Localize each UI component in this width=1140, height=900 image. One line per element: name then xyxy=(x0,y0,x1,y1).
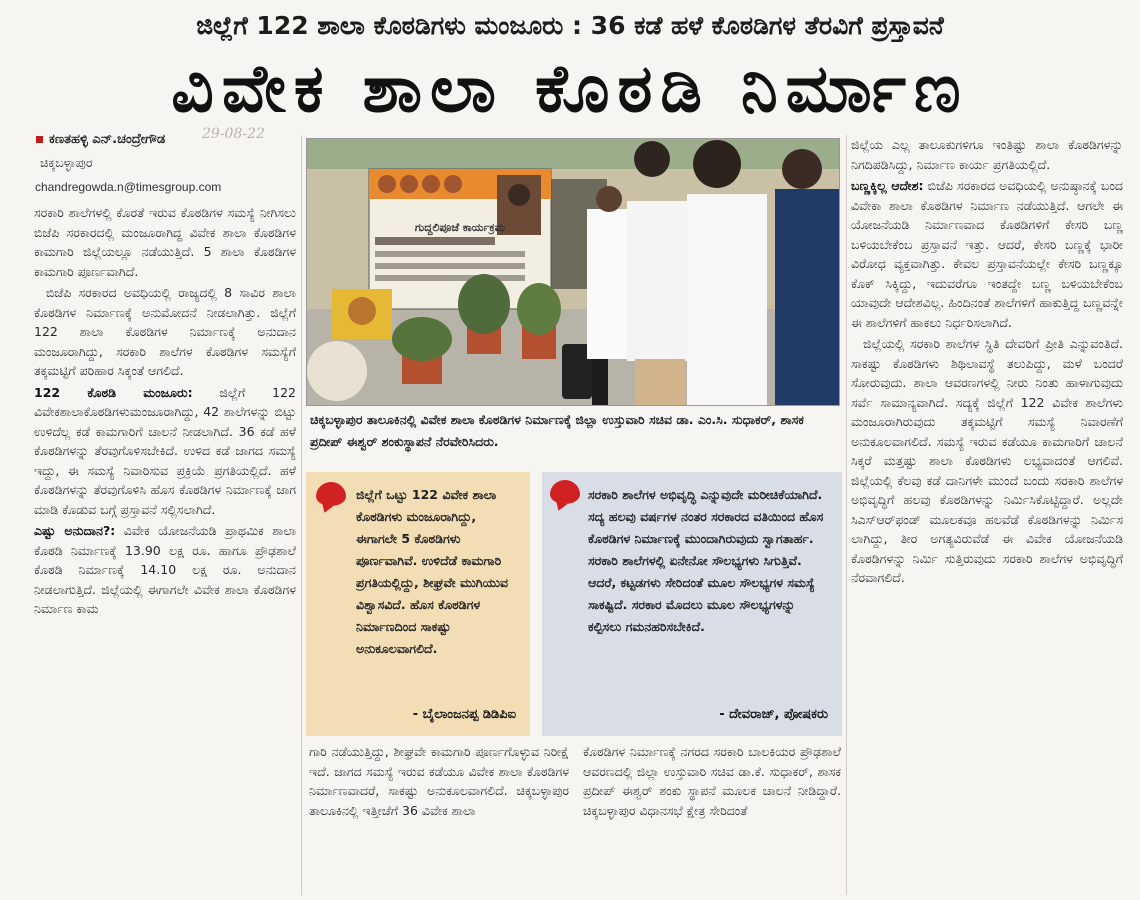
speech-bubble-icon xyxy=(316,482,346,506)
subheading: ಎಷ್ಟು ಅನುದಾನ?: xyxy=(34,523,116,538)
quote-box-parent xyxy=(542,472,842,736)
paragraph: ಸರಕಾರಿ ಶಾಲೆಗಳಲ್ಲಿ ಕೊರತೆ ಇರುವ ಕೊಠಡಿಗಳ ಸಮಸ್ಯೆ ನೀಗಿಸಲು ಬಿಜೆಪಿ ಸರಕಾರದಲ್ಲಿ ಮಂಜೂರಾಗಿದ್ದ ವಿವೇಕ ಶಾಲಾ ಕೊಠಡಿಗಳ ಕಾಮಗಾರಿ ಜಿಲ್ಲೆಯಲ್ಲೂ ನಡೆಯುತ್ತಿದೆ. 5 ಶಾಲಾ ಕೊಠಡಿಗಳ ಕಾಮಗಾರಿ ಪೂರ್ಣವಾಗಿದೆ. xyxy=(34,205,296,279)
speech-bubble-icon xyxy=(550,480,580,504)
quote-text: ಸರಕಾರಿ ಶಾಲೆಗಳ ಅಭಿವೃದ್ಧಿ ಎನ್ನುವುದೇ ಮರೀಚಿಕೆಯಾಗಿದೆ. ಸದ್ಯ ಹಲವು ವರ್ಷಗಳ ನಂತರ ಸರಕಾರದ ವತಿಯಿಂದ ಹೊಸ ಕೊಠಡಿಗಳ ನಿರ್ಮಾಣಕ್ಕೆ ಮುಂದಾಗಿರುವುದು ಸ್ವಾಗತಾರ್ಹ. ಸರಕಾರಿ ಶಾಲೆಗಳಲ್ಲಿ ಏನೇನೋ ಸೌಲಭ್ಯಗಳು ಸಿಗುತ್ತಿವೆ. ಆದರೆ, ಕಟ್ಟಡಗಳು ಸೇರಿದಂತೆ ಮೂಲ ಸೌಲಭ್ಯಗಳ ಸಮಸ್ಯೆ ಸಾಕಷ್ಟಿದೆ. ಸರಕಾರ ಮೊದಲು ಮೂಲ ಸೌಲಭ್ಯಗಳನ್ನು ಕಲ್ಪಿಸಲು ಗಮನಹರಿಸಬೇಕಿದೆ. xyxy=(588,487,824,634)
column-divider xyxy=(846,135,847,895)
main-headline: ವಿವೇಕ ಶಾಲಾ ಕೊಠಡಿ ನಿರ್ಮಾಣ xyxy=(171,50,969,127)
column-divider xyxy=(301,135,302,895)
subheading-paragraph xyxy=(34,521,296,619)
red-square-icon xyxy=(36,136,43,143)
author-name: ಕಣತಹಳ್ಳಿ ಎನ್.ಚಂದ್ರೇಗೌಡ xyxy=(49,132,166,147)
paragraph: ಜಿಲ್ಲೆಯ ಎಲ್ಲ ತಾಲೂಕುಗಳಿಗೂ ಇಂತಿಷ್ಟು ಶಾಲಾ ಕೊಠಡಿಗಳನ್ನು ನಿಗದಿಪಡಿಸಿದ್ದು, ನಿರ್ಮಾಣ ಕಾರ್ಯ ಪ್ರಗತಿಯಲ್ಲಿದೆ. xyxy=(851,137,1123,172)
byline-email: chandregowda.n@timesgroup.com xyxy=(35,180,222,194)
banner-text: ಗುದ್ದಲಿಪೂಜೆ ಕಾರ್ಯಕ್ರಮ xyxy=(414,221,506,234)
subheading: 122 ಕೊಠಡಿ ಮಂಜೂರು: xyxy=(34,384,193,400)
subheading-paragraph xyxy=(34,383,296,520)
paragraph: ಗಾರಿ ನಡೆಯುತ್ತಿದ್ದು, ಶೀಘ್ರವೇ ಕಾಮಗಾರಿ ಪೂರ್ಣಗೊಳ್ಳುವ ನಿರೀಕ್ಷೆ ಇದೆ. ಜಾಗದ ಸಮಸ್ಯೆ ಇರುವ ಕಡೆಯೂ ವಿವೇಕ ಶಾಲಾ ಕೊಠಡಿಗಳ ನಿರ್ಮಾಣವಾದರೆ, ಸಾಕಷ್ಟು ಅನುಕೂಲವಾಗಲಿದೆ. ಚಿಕ್ಕಬಳ್ಳಾಪುರ ತಾಲೂಕಿನಲ್ಲಿ ಇತ್ತೀಚೆಗೆ 36 ವಿವೇಕ ಶಾಲಾ xyxy=(309,744,569,818)
paragraph-text: ವಿವೇಕ ಯೋಜನೆಯಡಿ ಪ್ರಾಥಮಿಕ ಶಾಲಾ ಕೊಠಡಿ ನಿರ್ಮಾಣಕ್ಕೆ 13.90 ಲಕ್ಷ ರೂ. ಹಾಗೂ ಪ್ರೌಢಶಾಲೆ ಕೊಠಡಿ ನಿರ್ಮಾಣಕ್ಕೆ 14.10 ಲಕ್ಷ ರೂ. ಅನುದಾನ ನೀಡಲಾಗುತ್ತಿದೆ. ಜಿಲ್ಲೆಯಲ್ಲಿ ಈಗಾಗಲೇ ವಿವೇಕ ಶಾಲಾ ಕೊಠಡಿಗಳ ನಿರ್ಮಾಣ ಕಾಮ xyxy=(34,523,296,616)
paragraph: ಜಿಲ್ಲೆಯಲ್ಲಿ ಸರಕಾರಿ ಶಾಲೆಗಳ ಸ್ಥಿತಿ ದೇವರಿಗೆ ಪ್ರೀತಿ ಎನ್ನುವಂತಿದೆ. ಸಾಕಷ್ಟು ಕೊಠಡಿಗಳು ಶಿಥಿಲಾವಸ್ಥೆ ತಲುಪಿದ್ದು, ಮಳೆ ಬಂದರೆ ಸೋರುವುದು. ಶಾಲಾ ಆವರಣಗಳಲ್ಲಿ ನೀರು ನಿಂತು ಹಾಳಾಗುವುದು ಸರ್ವೆ ಸಾಮಾನ್ಯವಾಗಿದೆ. ಸದ್ಯಕ್ಕೆ ಜಿಲ್ಲೆಗೆ 122 ವಿವೇಕ ಶಾಲೆಗಳು ಮಂಜೂರಾಗಿರುವುದು ತಕ್ಕಮಟ್ಟಿಗೆ ಸಮಸ್ಯೆ ನಿವಾರಣೆಗೆ ಅನುಕೂಲವಾಗಲಿದೆ. ಸಮಸ್ಯೆ ಇರುವ ಕಡೆಯೂ ಕಾಮಗಾರಿಗೆ ಚಾಲನೆ ಸಿಕ್ಕರೆ ಮತ್ತಷ್ಟು ಶಾಲಾ ಕೊಠಡಿಗಳು ಲಭ್ಯವಾದಂತೆ ಆಗಲಿವೆ. ಜಿಲ್ಲೆಯಲ್ಲಿ ಕೆಲವು ಕಡೆ ದಾನಿಗಳೇ ಮುಂದೆ ಬಂದು ಸರಕಾರಿ ಶಾಲೆಗಳ ಅಭಿವೃದ್ಧಿಗೆ ಹಲವು ಕೊಠಡಿಗಳನ್ನು ನಿರ್ಮಿಸಿಕೊಟ್ಟಿದ್ದಾರೆ. ಅಲ್ಲದೇ ಸಿಎಸ್‌ಆರ್‌ಫಂಡ್ ಮೂಲಕವೂ ಹಲವೆಡೆ ಕೊಠಡಿಗಳನ್ನು ನಿರ್ಮಿಸ ಲಾಗಿದ್ದು, ತೀರ ಅಗತ್ಯವಿರುವೆಡೆ ಈ ವಿವೇಕ ಯೋಜನೆಯಡಿ ಕೊಠಡಿಗಳನ್ನು ನಿರ್ಮಿ ಸುತ್ತಿರುವುದು ಸರಕಾರಿ ಶಾಲೆಗಳ ಅಭಿವೃದ್ಧಿಗೆ ನೆರವಾಗಲಿದೆ. xyxy=(851,336,1123,585)
article-column-1 xyxy=(34,203,296,893)
article-column-2-bottom xyxy=(309,742,569,892)
article-column-3-bottom xyxy=(583,742,841,892)
paragraph-text: ಬಿಜೆಪಿ ಸರಕಾರದ ಅವಧಿಯಲ್ಲಿ ಅನುಷ್ಠಾನಕ್ಕೆ ಬಂದ ವಿವೇಕಾ ಶಾಲಾ ಕೊಠಡಿಗಳ ನಿರ್ಮಾಣ ನಡೆಯುತ್ತಿದೆ. ಆಗಲೇ ಈ ಯೋಜನೆಯಡಿ ನಿರ್ಮಾಣವಾದ ಕೊಠಡಿಗಳಿಗೆ ಕೇಸರಿ ಬಣ್ಣ ಬಳಿಯಬೇಕೆಂಬ ಪ್ರಸ್ತಾವನೆ ಇತ್ತು. ಆದರೆ, ಕೇಸರಿ ಬಣ್ಣಕ್ಕೆ ಭಾರೀ ವಿರೋಧ ವ್ಯಕ್ತವಾಗಿತ್ತು. ಕೇವಲ ಪ್ರಸ್ತಾವನೆಯಲ್ಲೇ ಕೇಸರಿ ಬಣ್ಣಕ್ಕೂ ಕೊಕ್ ಸಿಕ್ಕಿದ್ದು, ಇದುವರೆಗೂ ಇಂತದ್ದೇ ಬಣ್ಣ ಬಳಿಯಬೇಕೆಂಬ ಯಾವುದೇ ಆದೇಶವಿಲ್ಲ. ಹಿಂದಿನಂತೆ ಶಾಲೆಗಳಿಗೆ ಹಾಕುತ್ತಿದ್ದ ಬಣ್ಣವನ್ನೇ ಈ ಶಾಲೆಗಳಿಗೆ ಹಾಕಲು ನಿರ್ಧರಿಸಲಾಗಿದೆ. xyxy=(851,178,1123,330)
kicker-headline: ಜಿಲ್ಲೆಗೆ 122 ಶಾಲಾ ಕೊಠಡಿಗಳು ಮಂಜೂರು : 36 ಕಡೆ ಹಳೆ ಕೊಠಡಿಗಳ ತೆರವಿಗೆ ಪ್ರಸ್ತಾವನೆ xyxy=(196,11,944,40)
byline-location: ಚಿಕ್ಕಬಳ್ಳಾಪುರ xyxy=(40,155,93,170)
photo-caption: ಚಿಕ್ಕಬಳ್ಳಾಪುರ ತಾಲೂಕಿನಲ್ಲಿ ವಿವೇಕ ಶಾಲಾ ಕೊಠಡಿಗಳ ನಿರ್ಮಾಣಕ್ಕೆ ಜಿಲ್ಲಾ ಉಸ್ತುವಾರಿ ಸಚಿವ ಡಾ. ಎಂ.ಸಿ. ಸುಧಾಕರ್, ಶಾಸಕ ಪ್ರದೀಪ್ ಈಶ್ವರ್ ಶಂಕುಸ್ಥಾಪನೆ ನೆರವೇರಿಸಿದರು. xyxy=(310,412,804,449)
quote-attribution: - ದೇವರಾಜ್, ಪೋಷಕರು xyxy=(719,707,828,722)
quote-text: ಜಿಲ್ಲೆಗೆ ಒಟ್ಟು 122 ವಿವೇಕ ಶಾಲಾ ಕೊಠಡಿಗಳು ಮಂಜೂರಾಗಿದ್ದು, ಈಗಾಗಲೇ 5 ಕೊಠಡಿಗಳು ಪೂರ್ಣವಾಗಿವೆ. ಉಳಿದೆಡೆ ಕಾಮಗಾರಿ ಪ್ರಗತಿಯಲ್ಲಿದ್ದು, ಶೀಘ್ರವೇ ಮುಗಿಯುವ ವಿಶ್ವಾಸವಿದೆ. ಹೊಸ ಕೊಠಡಿಗಳ ನಿರ್ಮಾಣದಿಂದ ಸಾಕಷ್ಟು ಅನುಕೂಲವಾಗಲಿದೆ. xyxy=(356,487,509,656)
paragraph: ಕೊಠಡಿಗಳ ನಿರ್ಮಾಣಕ್ಕೆ ನಗರದ ಸರಕಾರಿ ಬಾಲಕಿಯರ ಪ್ರೌಢಶಾಲೆ ಆವರಣದಲ್ಲಿ ಜಿಲ್ಲಾ ಉಸ್ತುವಾರಿ ಸಚಿವ ಡಾ.ಕೆ. ಸುಧಾಕರ್, ಶಾಸಕ ಪ್ರದೀಪ್ ಈಶ್ವರ್ ಶಂಕು ಸ್ಥಾಪನೆ ಮೂಲಕ ಚಾಲನೆ ನೀಡಿದ್ದಾರೆ. ಚಿಕ್ಕಬಳ್ಳಾಪುರ ವಿಧಾನಸಭೆ ಕ್ಷೇತ್ರ ಸೇರಿದಂತೆ xyxy=(583,744,841,818)
article-column-4 xyxy=(851,135,1123,893)
event-photo xyxy=(306,138,840,406)
quote-box-ddpi xyxy=(306,472,530,736)
subheading-paragraph xyxy=(851,176,1123,332)
paragraph: ಬಿಜೆಪಿ ಸರಕಾರದ ಅವಧಿಯಲ್ಲಿ ರಾಜ್ಯದಲ್ಲಿ 8 ಸಾವಿರ ಶಾಲಾ ಕೊಠಡಿಗಳ ನಿರ್ಮಾಣಕ್ಕೆ ಅನುಮೋದನೆ ನೀಡಲಾಗಿತ್ತು. ಜಿಲ್ಲೆಗೆ 122 ಶಾಲಾ ಕೊಠಡಿಗಳ ನಿರ್ಮಾಣಕ್ಕೆ ಅನುದಾನ ಮಂಜೂರಾಗಿದ್ದು, ಸರಕಾರಿ ಶಾಲೆಗಳ ಕೊಠಡಿಗಳ ಸಮಸ್ಯೆಗೆ ತಕ್ಕಮಟ್ಟಿಗೆ ಪರಿಹಾರ ಸಿಕ್ಕಂತೆ ಆಗಲಿದೆ. xyxy=(34,285,296,378)
handwritten-date: 29-08-22 xyxy=(202,126,265,142)
paragraph-text: ಜಿಲ್ಲೆಗೆ 122 ವಿವೇಕಶಾಲಾಕೊಠಡಿಗಳುಮಂಜೂರಾಗಿದ್ದು, 42 ಶಾಲೆಗಳನ್ನು ಬಿಟ್ಟು ಉಳಿದೆಲ್ಲ ಕಡೆ ಕಾಮಗಾರಿಗೆ ಚಾಲನೆ ನೀಡಲಾಗಿದೆ. 36 ಕಡೆ ಹಳೆ ಕೊಠಡಿಗಳನ್ನು ತೆರವುಗೊಳಿಸಬೇಕಿದೆ. ಉಳಿದ ಕಡೆ ಜಾಗದ ಸಮಸ್ಯೆ ಇದ್ದು, ಈ ಸಮಸ್ಯೆ ನಿವಾರಿಸುವ ಪ್ರಕ್ರಿಯೆ ಪ್ರಗತಿಯಲ್ಲಿದೆ. ಹಳೆ ಕೊಠಡಿಗಳನ್ನು ತೆರವುಗೊಳಿಸಿ ಹೊಸ ಕೊಠಡಿಗಳ ನಿರ್ಮಾಣಕ್ಕೆ ಜಾಗ ಮಾಡಿ ಕೊಡುವ ಬಗ್ಗೆ ಪ್ರಸ್ತಾವನೆ ಸಲ್ಲಿಸಲಾಗಿದೆ. xyxy=(34,384,296,517)
subheading: ಬಣ್ಣಕ್ಕಿಲ್ಲ ಆದೇಶ: xyxy=(851,178,924,193)
quote-attribution: - ಬೈಲಾಂಜನಪ್ಪ ಡಿಡಿಪಿಐ xyxy=(412,707,516,722)
